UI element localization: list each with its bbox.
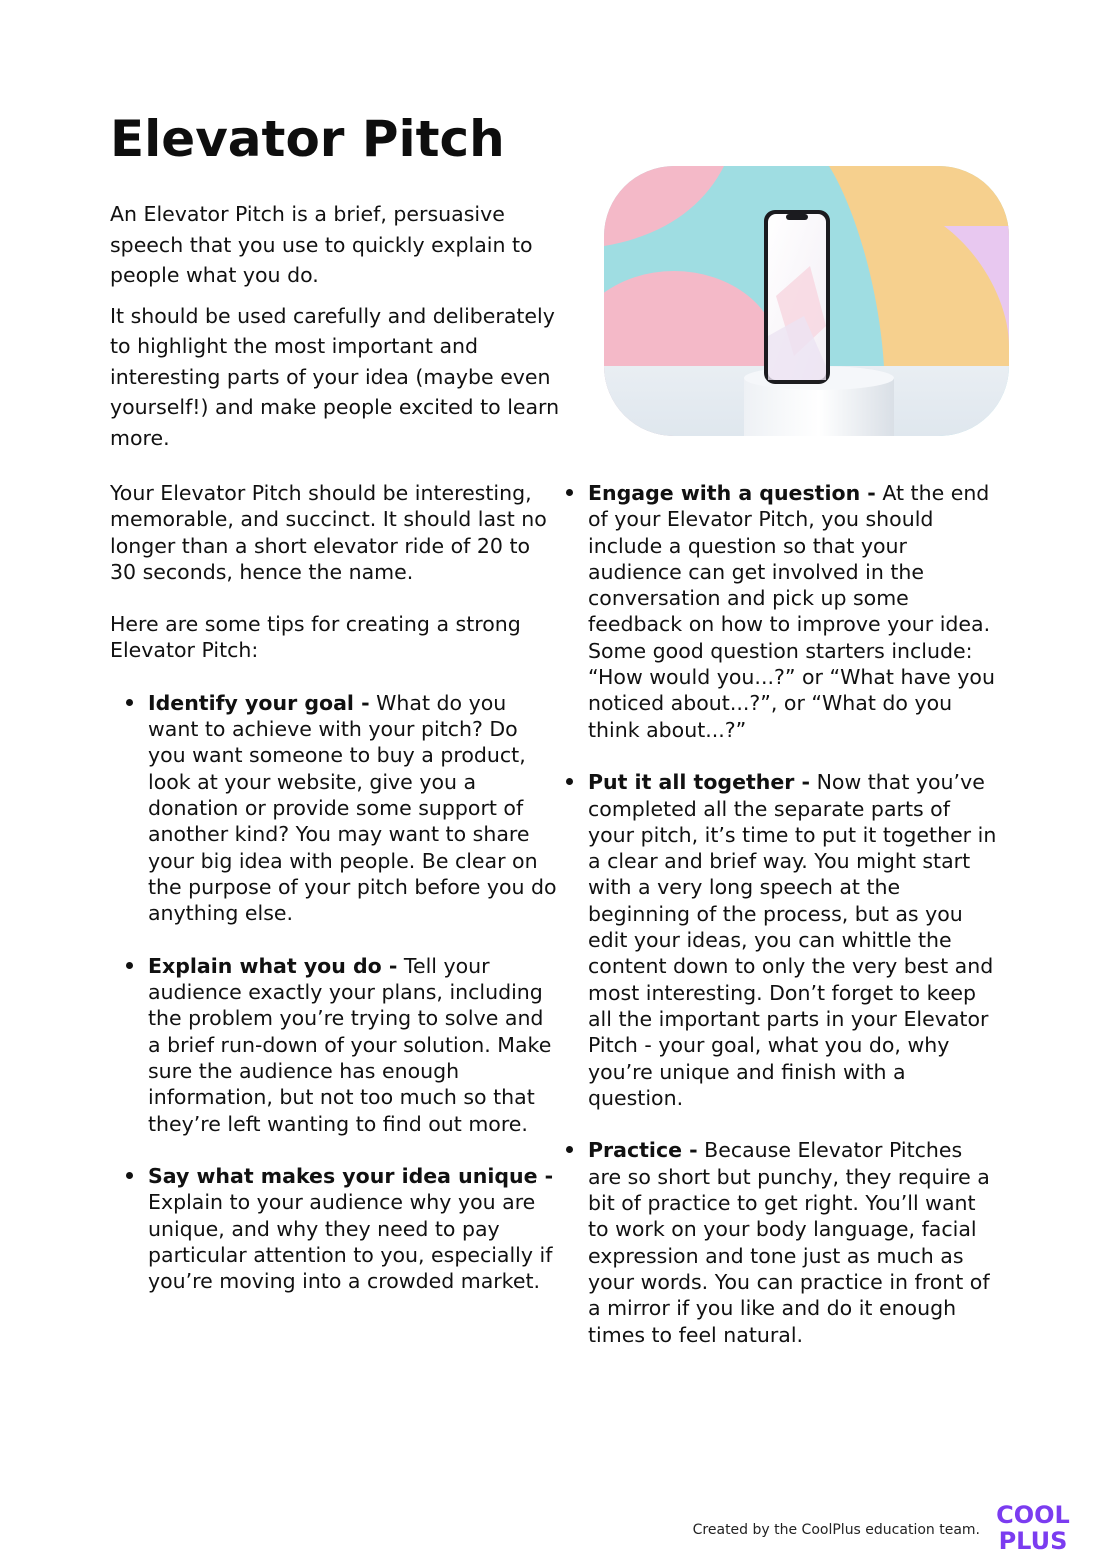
list-item	[148, 953, 560, 1137]
tip-heading: Explain what you do -	[148, 953, 398, 978]
page-title: Elevator Pitch	[110, 110, 505, 168]
tip-text: Tell your audience exactly your plans, including the problem you’re trying to solve and a brief run-down of your solution. Make sure the audience has enough information, but not too much so that they’re left wanting to find out more.	[148, 953, 552, 1136]
tip-heading: Say what makes your idea unique -	[148, 1164, 554, 1189]
list-item	[588, 480, 1000, 743]
body-paragraph: Your Elevator Pitch should be interesting, memorable, and succinct. It should last no longer than a short elevator ride of 20 to 30 seconds, hence the name.	[110, 481, 547, 584]
list-item	[588, 1137, 1000, 1347]
tips-list	[110, 690, 560, 1295]
left-column	[110, 480, 560, 1321]
list-item	[588, 769, 1000, 1111]
logo-line2: PLUS	[998, 1527, 1068, 1555]
phone-illustration	[604, 166, 1009, 436]
logo-line1: COOL	[996, 1501, 1070, 1529]
tip-heading: Identify your goal -	[148, 690, 370, 715]
intro-section	[110, 199, 570, 463]
tip-heading: Engage with a question -	[588, 481, 876, 505]
intro-paragraph: It should be used carefully and deliberately to highlight the most important and interesting parts of your idea (maybe even yourself!) and make people excited to learn more.	[110, 303, 560, 450]
tip-text: Explain to your audience why you are unique, and why they need to pay particular attention to you, especially if you’re moving into a crowded market.	[148, 1190, 553, 1294]
tip-heading: Practice -	[588, 1138, 698, 1163]
coolplus-logo	[994, 1497, 1072, 1555]
right-column	[560, 480, 1000, 1374]
body-paragraph: Here are some tips for creating a strong Elevator Pitch:	[110, 612, 521, 663]
footer-credit: Created by the CoolPlus education team.	[692, 1522, 980, 1538]
tip-text: At the end of your Elevator Pitch, you should include a question so that your audience can get involved in the conversation and pick up some feedback on how to improve your idea. Some good question starters include: “How would you...?” or “What have you noticed about...?”, or “What do you think about...?”	[588, 481, 995, 742]
tips-list	[560, 480, 1000, 1348]
tip-text: What do you want to achieve with your pitch? Do you want someone to buy a product, look at your website, give you a donation or provide some support of another kind? You may want to share your big idea with people. Be clear on the purpose of your pitch before you do anything else.	[148, 690, 557, 926]
intro-paragraph: An Elevator Pitch is a brief, persuasive speech that you use to quickly explain to people what you do.	[110, 202, 533, 287]
tip-text: Because Elevator Pitches are so short but punchy, they require a bit of practice to get right. You’ll want to work on your body language, facial expression and tone just as much as your words. You can practice in front of a mirror if you like and do it enough times to feel natural.	[588, 1138, 990, 1347]
phone-hero-image	[604, 166, 1009, 436]
tip-text: Now that you’ve completed all the separate parts of your pitch, it’s time to put it together in a clear and brief way. You might start with a very long speech at the beginning of the process, but as you edit your ideas, you can whittle the content down to only the very best and most interesting. Don’t forget to keep all the important parts in your Elevator Pitch - your goal, what you do, why you’re unique and finish with a question.	[588, 770, 997, 1110]
list-item	[148, 1163, 560, 1294]
list-item	[148, 690, 560, 927]
tip-heading: Put it all together -	[588, 770, 811, 795]
